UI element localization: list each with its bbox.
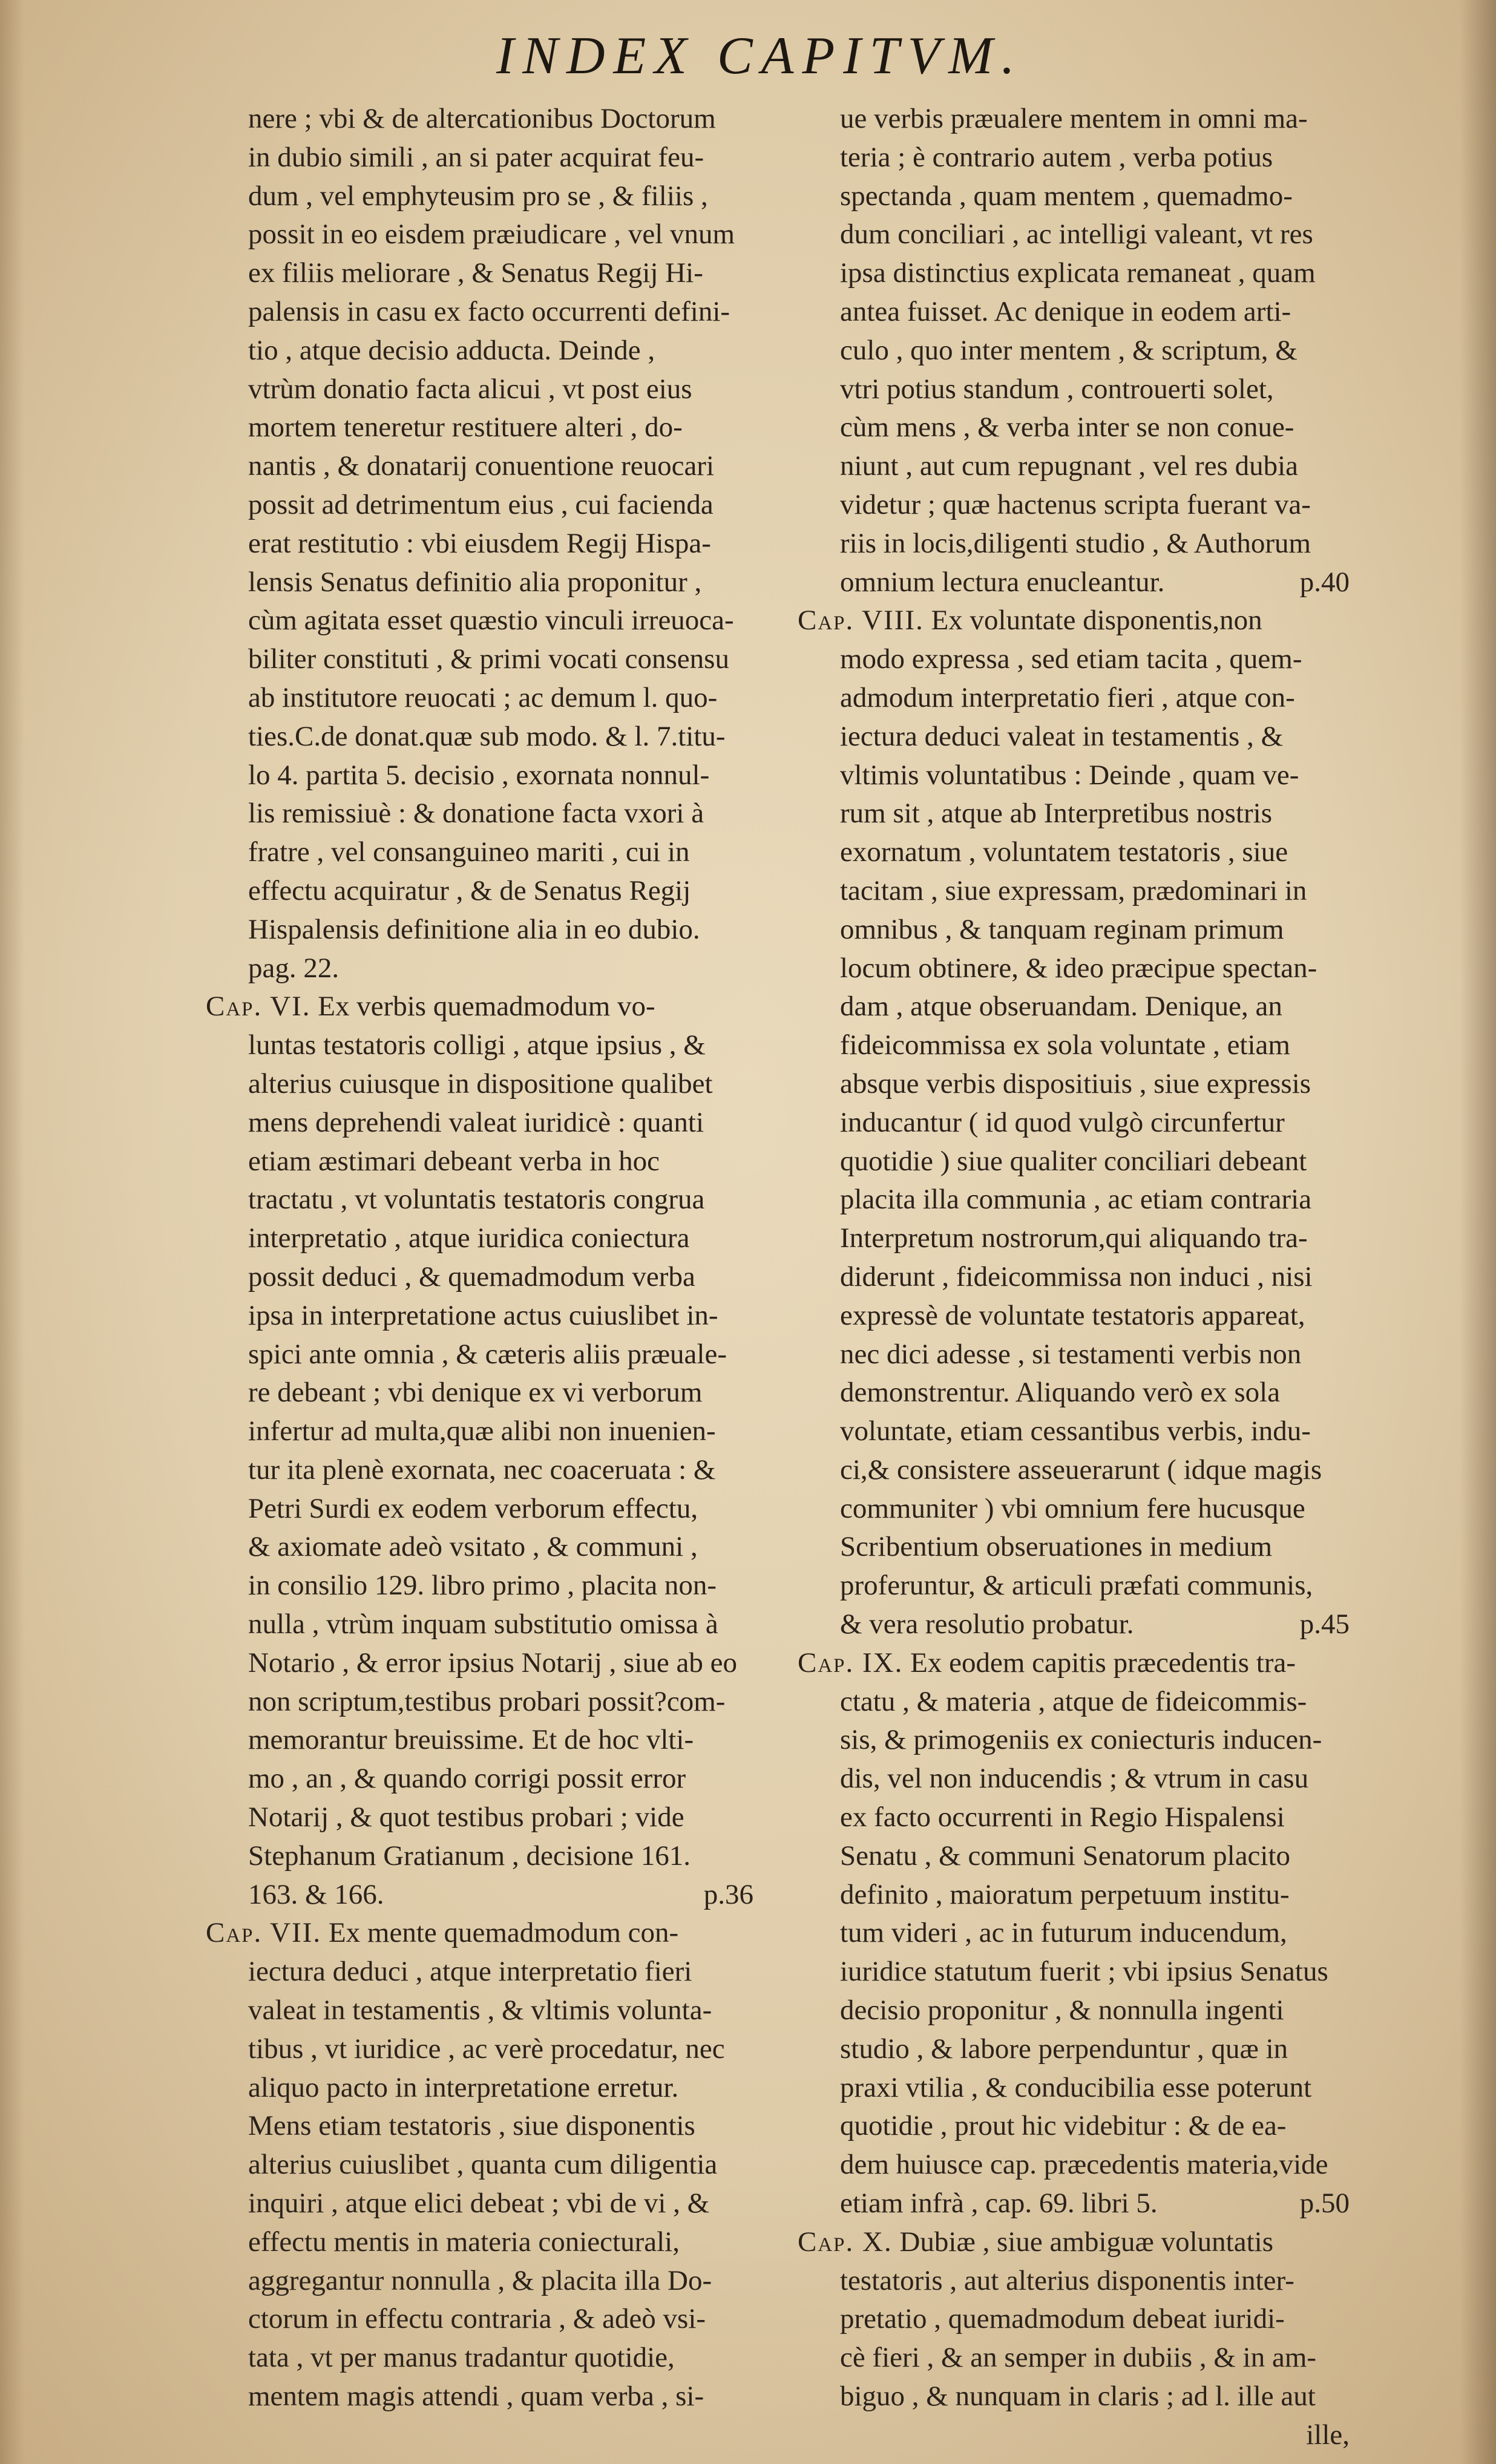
text-line [798,1798,1350,1837]
line-text: spectanda , quam mentem , quemadmo- [840,180,1293,212]
text-line [206,2184,753,2223]
text-line [206,718,753,756]
text-line [798,1219,1350,1258]
text-line [206,1837,753,1876]
text-line [206,1798,753,1837]
text-line [798,1412,1350,1451]
line-text: definito , maioratum perpetuum institu- [840,1878,1290,1910]
text-line [206,601,753,640]
line-text: modo expressa , sed etiam tacita , quem- [840,643,1302,675]
line-text: Hispalensis definitione alia in eo dubio. [248,913,700,945]
line-text: culo , quo inter mentem , & scriptum, & [840,334,1298,366]
line-text: dam , atque obseruandam. Denique, an [840,991,1282,1023]
left-column [206,100,753,2416]
page-edge-shadow-right [1460,0,1496,2464]
text-line [206,1991,753,2030]
line-text: admodum interpretatio fieri , atque con- [840,681,1295,713]
text-line [206,911,753,949]
text-line [206,1181,753,1219]
line-text: iuridice statutum fuerit ; vbi ipsius Senatus [840,1956,1328,1988]
text-line [206,2262,753,2301]
line-text: dis, vel non inducendis ; & vtrum in casu [840,1763,1309,1795]
line-text: studio , & labore perpenduntur , quæ in [840,2033,1288,2065]
line-text: ex filiis meliorare , & Senatus Regij Hi- [248,257,703,289]
line-text: mens deprehendi valeat iuridicè : quanti [248,1106,704,1138]
line-text: tibus , vt iuridice , ac verè procedatur, nec [248,2033,725,2065]
text-line [206,408,753,447]
text-line [798,1065,1350,1104]
text-line [206,1644,753,1683]
line-text: biguo , & nunquam in claris ; ad l. ille aut [840,2380,1316,2413]
line-text: Senatu , & communi Senatorum placito [840,1840,1291,1872]
text-line [798,1528,1350,1567]
line-text: quotidie ) siue qualiter conciliari debeant [840,1145,1307,1177]
text-line [798,2223,1350,2262]
line-text: possit in eo eisdem præiudicare , vel vnum [248,218,735,251]
line-text: alterius cuiusque in dispositione qualibet [248,1067,713,1099]
line-text: placita illa communia , ac etiam contraria [840,1184,1312,1216]
line-text: exornatum , voluntatem testatoris , siue [840,836,1288,868]
line-text: vltimis voluntatibus : Deinde , quam ve- [840,759,1299,791]
line-text: non scriptum,testibus probari possit?com- [248,1685,726,1717]
line-text: videtur ; quæ hactenus scripta fuerant va- [840,488,1311,520]
page-edge-shadow-left [0,0,24,2464]
text-line [206,2030,753,2069]
text-line [206,1026,753,1065]
text-line [798,1374,1350,1412]
text-line [206,2107,753,2146]
line-text: nec dici adesse , si testamenti verbis non [840,1338,1302,1370]
line-text: tata , vt per manus tradantur quotidie, [248,2342,675,2374]
text-line [798,1567,1350,1605]
chapter-label: Cap. VIII. [798,605,924,637]
line-text: lo 4. partita 5. decisio , exornata nonnul- [248,759,710,791]
line-text: mentem magis attendi , quam verba , si- [248,2380,704,2413]
text-line [206,640,753,679]
line-text: nantis , & donatarij conuentione reuocari [248,450,715,482]
line-text: decisio proponitur , & nonnulla ingenti [840,1994,1284,2027]
text-line [798,1683,1350,1722]
text-line [206,795,753,833]
line-text: cùm agitata esset quæstio vinculi irreuoca- [248,605,734,637]
line-text: absque verbis dispositiuis , siue expressis [840,1067,1311,1099]
chapter-label: Cap. IX. [798,1646,904,1679]
text-line [798,1991,1350,2030]
text-line [798,1760,1350,1798]
text-line [798,833,1350,872]
text-line [206,139,753,177]
text-line [206,2146,753,2184]
line-text: Notarij , & quot testibus probari ; vide [248,1801,684,1833]
line-text: communiter ) vbi omnium fere hucusque [840,1492,1305,1524]
line-text: iectura deduci , atque interpretatio fieri [248,1956,692,1988]
line-text: effectu acquiratur , & de Senatus Regij [248,874,691,906]
line-text: fratre , vel consanguineo mariti , cui in [248,836,690,868]
line-text: aggregantur nonnulla , & placita illa Do- [248,2264,712,2296]
line-text: praxi vtilia , & conducibilia esse poterunt [840,2071,1312,2103]
line-text: proferuntur, & articuli præfati communis, [840,1570,1313,1602]
line-text: possit ad detrimentum eius , cui facienda [248,488,714,520]
line-text: mortem teneretur restituere alteri , do- [248,411,683,444]
page-reference: p.45 [1299,1608,1350,1640]
text-line [798,1181,1350,1219]
line-text: ex facto occurrenti in Regio Hispalensi [840,1801,1285,1833]
line-text: Ex voluntate disponentis,non [931,605,1262,637]
line-text: 163. & 166. [248,1878,384,1910]
text-line [206,1451,753,1490]
line-text: antea fuisset. Ac denique in eodem arti- [840,295,1291,327]
text-line [798,1026,1350,1065]
text-line [798,1335,1350,1374]
line-text: Mens etiam testatoris , siue disponentis [248,2110,695,2142]
line-text: erat restitutio : vbi eiusdem Regij Hispa- [248,527,711,559]
text-line [206,1412,753,1451]
text-line [206,1721,753,1760]
line-text: iectura deduci valeat in testamentis , & [840,720,1284,752]
line-text: tum videri , ac in futurum inducendum, [840,1917,1287,1949]
line-text: lis remissiuè : & donatione facta vxori à [248,798,704,830]
line-text: fideicommissa ex sola voluntate , etiam [840,1029,1290,1061]
line-text: Stephanum Gratianum , decisione 161. [248,1840,691,1872]
text-line [798,1605,1350,1644]
text-line [206,988,753,1026]
line-text: re debeant ; vbi denique ex vi verborum [248,1377,703,1409]
text-line [206,2339,753,2377]
text-line [798,100,1350,139]
line-text: niunt , aut cum repugnant , vel res dubia [840,450,1299,482]
text-line [798,2339,1350,2377]
chapter-label: Cap. X. [798,2226,893,2258]
line-text: pag. 22. [248,952,340,984]
line-text: dem huiusce cap. præcedentis materia,vide [840,2149,1328,2181]
line-text: tractatu , vt voluntatis testatoris congrua [248,1184,705,1216]
text-line [206,332,753,370]
line-text: lensis Senatus definitio alia proponitur , [248,566,702,598]
text-line [798,756,1350,795]
page-reference: p.50 [1299,2187,1350,2220]
line-text: dum conciliari , ac intelligi valeant, vt res [840,218,1313,251]
line-text: aliquo pacto in interpretatione erretur. [248,2071,679,2103]
text-line [798,2030,1350,2069]
text-line [206,2223,753,2262]
line-text: vtri potius standum , controuerti solet, [840,373,1274,405]
text-line [206,1567,753,1605]
line-text: Interpretum nostrorum,qui aliquando tra- [840,1222,1308,1254]
line-text: omnium lectura enucleantur. [840,566,1165,598]
text-line [798,408,1350,447]
line-text: Ex verbis quemadmodum vo- [318,991,655,1023]
line-text: ci,& consistere asseuerarunt ( idque magis [840,1453,1322,1486]
line-text: etiam infrà , cap. 69. libri 5. [840,2187,1158,2220]
text-line [798,718,1350,756]
text-line [206,2377,753,2416]
text-line [798,370,1350,409]
text-line [798,1297,1350,1335]
line-text: Petri Surdi ex eodem verborum effectu, [248,1492,698,1524]
text-line [206,100,753,139]
text-line [798,139,1350,177]
line-text: & vera resolutio probatur. [840,1608,1134,1640]
text-line [206,679,753,718]
text-line [798,2416,1350,2455]
text-line [798,795,1350,833]
text-line [798,2146,1350,2184]
text-line [206,1528,753,1567]
text-line [206,563,753,602]
line-text: nulla , vtrùm inquam substitutio omissa à [248,1608,718,1640]
text-line [206,1142,753,1181]
text-line [798,1451,1350,1490]
text-line [206,756,753,795]
text-line [206,2069,753,2108]
text-line [798,949,1350,988]
line-text: memorantur breuissime. Et de hoc vlti- [248,1724,694,1756]
running-head: INDEX CAPITVM. [496,27,1023,85]
text-line [798,1490,1350,1529]
text-line [206,1374,753,1412]
text-line [798,1104,1350,1142]
line-text: testatoris , aut alterius disponentis inter- [840,2264,1294,2296]
text-line [798,2377,1350,2416]
text-line [798,2184,1350,2223]
text-line [798,1914,1350,1953]
right-column [798,100,1350,2455]
line-text: ille, [1306,2419,1350,2451]
line-text: in dubio simili , an si pater acquirat feu- [248,141,704,173]
line-text: quotidie , prout hic videbitur : & de ea- [840,2110,1287,2142]
text-line [206,1335,753,1374]
line-text: Scribentium obseruationes in medium [840,1531,1273,1563]
line-text: biliter constituti , & primi vocati consensu [248,643,729,675]
text-line [798,177,1350,216]
text-line [206,1065,753,1104]
text-line [798,254,1350,293]
line-text: interpretatio , atque iuridica coniectura [248,1222,690,1254]
text-line [798,679,1350,718]
line-text: ties.C.de donat.quæ sub modo. & l. 7.titu- [248,720,726,752]
text-line [798,215,1350,254]
line-text: Ex mente quemadmodum con- [328,1917,679,1949]
line-text: diderunt , fideicommissa non induci , nisi [840,1260,1313,1293]
text-line [206,1219,753,1258]
text-line [206,254,753,293]
text-line [206,949,753,988]
text-line [206,872,753,911]
text-line [798,640,1350,679]
text-line [798,1876,1350,1915]
page-reference: p.36 [703,1878,753,1910]
line-text: nere ; vbi & de altercationibus Doctorum [248,103,716,134]
text-line [206,215,753,254]
text-line [798,525,1350,563]
text-line [798,447,1350,486]
line-text: ue verbis præualere mentem in omni ma- [840,103,1308,134]
text-line [206,447,753,486]
line-text: cè fieri , & an semper in dubiis , & in am- [840,2342,1317,2374]
text-line [798,563,1350,602]
text-line [798,1258,1350,1297]
text-line [798,2300,1350,2339]
line-text: tacitam , siue expressam, prædominari in [840,874,1307,906]
text-line [206,1297,753,1335]
line-text: ipsa distinctius explicata remaneat , quam [840,257,1316,289]
line-text: rum sit , atque ab Interpretibus nostris [840,798,1272,830]
text-line [798,1721,1350,1760]
line-text: vtrùm donatio facta alicui , vt post eius [248,373,692,405]
line-text: inducantur ( id quod vulgò circunfertur [840,1106,1285,1138]
line-text: cùm mens , & verba inter se non conue- [840,411,1294,444]
line-text: voluntate, etiam cessantibus verbis, indu- [840,1415,1311,1447]
line-text: in consilio 129. libro primo , placita non- [248,1570,717,1602]
line-text: mo , an , & quando corrigi possit error [248,1763,686,1795]
line-text: spici ante omnia , & cæteris aliis præuale- [248,1338,727,1370]
line-text: & axiomate adeò vsitato , & communi , [248,1531,698,1563]
text-line [206,486,753,525]
text-line [798,2069,1350,2108]
line-text: luntas testatoris colligi , atque ipsius , & [248,1029,706,1061]
text-line [206,1683,753,1722]
text-line [798,872,1350,911]
text-line [206,1258,753,1297]
text-line [206,1953,753,1991]
text-line [798,486,1350,525]
text-line [206,525,753,563]
line-text: etiam æstimari debeant verba in hoc [248,1145,660,1177]
line-text: ab institutore reuocati ; ac demum l. quo- [248,681,718,713]
text-line [798,988,1350,1026]
line-text: tur ita plenè exornata, nec coaceruata : & [248,1453,716,1486]
text-line [206,1876,753,1915]
text-line [798,911,1350,949]
line-text: pretatio , quemadmodum debeat iuridi- [840,2303,1285,2335]
text-line [798,1837,1350,1876]
text-line [206,1605,753,1644]
page-reference: p.40 [1299,566,1350,598]
line-text: ipsa in interpretatione actus cuiuslibet in- [248,1299,718,1331]
line-text: alterius cuiuslibet , quanta cum diligentia [248,2149,718,2181]
text-line [798,1953,1350,1991]
line-text: inquiri , atque elici debeat ; vbi de vi , & [248,2187,710,2220]
text-line [798,1644,1350,1683]
text-line [206,1490,753,1529]
chapter-label: Cap. VII. [206,1917,322,1949]
line-text: expressè de voluntate testatoris appareat, [840,1299,1305,1331]
text-line [206,1760,753,1798]
text-line [206,1914,753,1953]
text-line [206,370,753,409]
line-text: infertur ad multa,quæ alibi non inuenien- [248,1415,716,1447]
line-text: teria ; è contrario autem , verba potius [840,141,1273,173]
line-text: palensis in casu ex facto occurrenti defini- [248,295,730,327]
line-text: sis, & primogeniis ex coniecturis inducen- [840,1724,1322,1756]
line-text: omnibus , & tanquam reginam primum [840,913,1284,945]
line-text: possit deduci , & quemadmodum verba [248,1260,695,1293]
text-line [206,1104,753,1142]
line-text: dum , vel emphyteusim pro se , & filiis , [248,180,708,212]
text-line [798,1142,1350,1181]
line-text: Notario , & error ipsius Notarij , siue ab eo [248,1646,737,1679]
chapter-label: Cap. VI. [206,991,311,1023]
text-line [206,833,753,872]
text-line [206,293,753,332]
line-text: Dubiæ , siue ambiguæ voluntatis [899,2226,1274,2258]
text-line [798,2262,1350,2301]
line-text: ctorum in effectu contraria , & adeò vsi- [248,2303,706,2335]
text-line [798,2107,1350,2146]
line-text: tio , atque decisio adducta. Deinde , [248,334,655,366]
line-text: valeat in testamentis , & vltimis volunta- [248,1994,712,2027]
line-text: demonstrentur. Aliquando verò ex sola [840,1377,1281,1409]
line-text: Ex eodem capitis præcedentis tra- [910,1646,1296,1679]
line-text: riis in locis,diligenti studio , & Authorum [840,527,1311,559]
text-line [206,2300,753,2339]
line-text: ctatu , & materia , atque de fideicommis- [840,1685,1307,1717]
line-text: effectu mentis in materia coniecturali, [248,2226,680,2258]
line-text: locum obtinere, & ideo præcipue spectan- [840,952,1317,984]
text-line [798,601,1350,640]
text-line [798,332,1350,370]
text-line [798,293,1350,332]
text-line [206,177,753,216]
